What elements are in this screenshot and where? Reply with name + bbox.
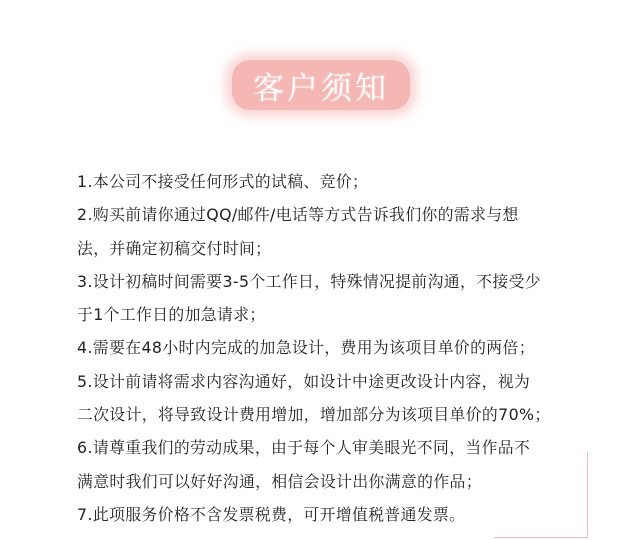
notice-line-6: 4.需要在48小时内完成的加急设计，费用为该项目单价的两倍； [77, 338, 535, 358]
notice-line-4: 3.设计初稿时间需要3-5个工作日，特殊情况提前沟通，不接受少 [77, 271, 541, 291]
page-title: 客户须知 [253, 70, 389, 107]
notice-line-2: 2.购买前请你通过QQ/邮件/电话等方式告诉我们你的需求与想 [77, 205, 519, 225]
notice-line-3: 法，并确定初稿交付时间； [77, 238, 272, 258]
notice-line-9: 6.请尊重我们的劳动成果，由于每个人审美眼光不同，当作品不 [77, 438, 531, 458]
notice-line-7: 5.设计前请将需求内容沟通好，如设计中途更改设计内容，视为 [77, 371, 531, 391]
title-badge [232, 60, 410, 110]
corner-rule-horizontal [494, 537, 588, 538]
notice-line-8: 二次设计，将导致设计费用增加，增加部分为该项目单价的70%； [77, 405, 551, 425]
notice-list [77, 165, 577, 531]
notice-line-10: 满意时我们可以好好沟通，相信会设计出你满意的作品； [77, 471, 482, 491]
notice-line-11: 7.此项服务价格不含发票税费，可开增值税普通发票。 [77, 504, 466, 524]
notice-line-1: 1.本公司不接受任何形式的试稿、竞价； [77, 172, 369, 191]
corner-rule-vertical [587, 452, 588, 538]
notice-line-5: 于1个工作日的加急请求； [77, 305, 266, 325]
